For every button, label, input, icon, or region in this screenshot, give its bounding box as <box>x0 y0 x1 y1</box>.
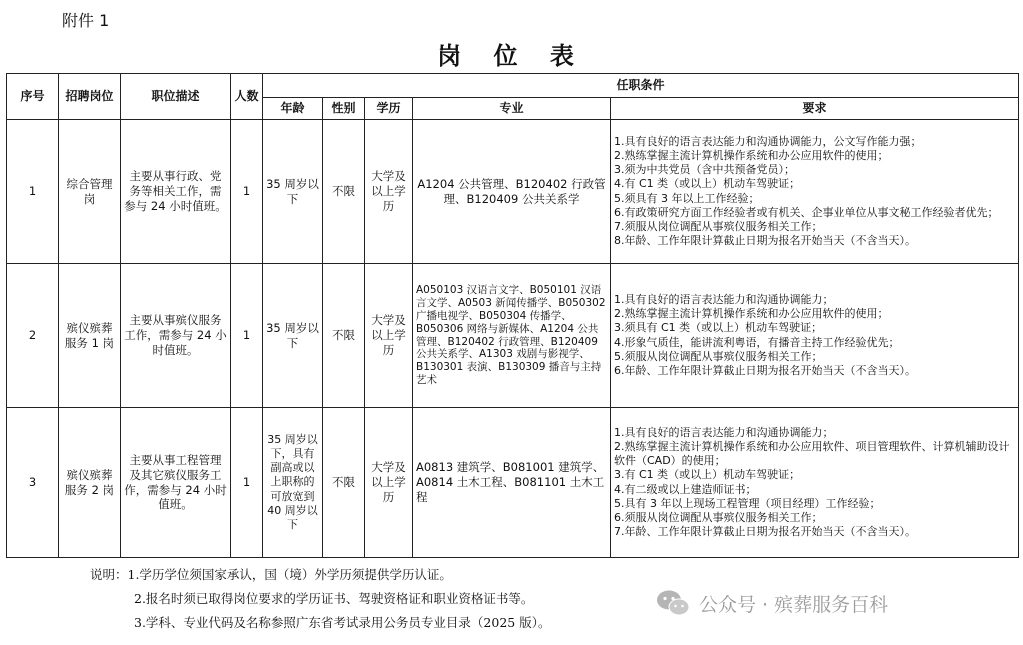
row-position: 殡仪殡葬服务 2 岗 <box>59 408 121 558</box>
requirement-item: 8.年龄、工作年限计算截止日期为报名开始当天（不含当天）。 <box>614 233 916 247</box>
note-item: 3.学科、专业代码及名称参照广东省考试录用公务员专业目录（2025 版）。 <box>134 615 551 630</box>
row-description: 主要从事殡仪服务工作，需参与 24 小时值班。 <box>121 264 231 408</box>
row-description: 主要从事工程管理及其它殡仪服务工作，需参与 24 小时值班。 <box>121 408 231 558</box>
requirement-item: 3.须具有 C1 类（或以上）机动车驾驶证； <box>614 321 823 335</box>
requirement-item: 4.有二级或以上建造师证书； <box>614 482 757 496</box>
requirement-item: 3.有 C1 类（或以上）机动车驾驶证； <box>614 468 801 482</box>
requirement-item: 1.具有良好的语言表达能力和沟通协调能力； <box>614 293 834 307</box>
header-requirements: 要求 <box>611 98 1019 120</box>
requirement-item: 6.年龄、工作年限计算截止日期为报名开始当天（不含当天）。 <box>614 363 916 377</box>
requirement-item: 5.须具有 3 年以上工作经验； <box>614 191 760 205</box>
requirement-item: 1.具有良好的语言表达能力和沟通协调能力； <box>614 426 834 440</box>
requirement-item: 3.须为中共党员（含中共预备党员）； <box>614 163 795 177</box>
row-seq: 1 <box>7 120 59 264</box>
note-item: 2.报名时须已取得岗位要求的学历证书、驾驶资格证和职业资格证书等。 <box>134 591 534 606</box>
row-education: 大学及以上学历 <box>365 120 413 264</box>
row-position: 综合管理岗 <box>59 120 121 264</box>
header-seq: 序号 <box>7 74 59 120</box>
requirement-item: 5.须服从岗位调配从事殡仪服务相关工作； <box>614 349 823 363</box>
requirement-item: 2.熟练掌握主流计算机操作系统和办公应用软件、项目管理软件、计算机辅助设计软件（CAD）的使用； <box>614 440 1010 468</box>
row-description: 主要从事行政、党务等相关工作，需参与 24 小时值班。 <box>121 120 231 264</box>
header-conditions: 任职条件 <box>263 74 1019 98</box>
row-requirements <box>611 120 1019 264</box>
requirement-item: 5.具有 3 年以上现场工程管理（项目经理）工作经验； <box>614 496 881 510</box>
table-row <box>7 264 1019 408</box>
note-item: 说明：1.学历学位须国家承认，国（境）外学历须提供学历认证。 <box>90 567 452 582</box>
header-description: 职位描述 <box>121 74 231 120</box>
header-major: 专业 <box>413 98 611 120</box>
row-count: 1 <box>231 264 263 408</box>
row-gender: 不限 <box>323 264 365 408</box>
annex-label: 附件 1 <box>62 11 110 30</box>
requirement-item: 6.有政策研究方面工作经验者或有机关、企事业单位从事文秘工作经验者优先； <box>614 205 999 219</box>
requirement-item: 7.须服从岗位调配从事殡仪服务相关工作； <box>614 219 823 233</box>
page-title: 岗 位 表 <box>437 41 586 70</box>
requirement-item: 2.熟练掌握主流计算机操作系统和办公应用软件的使用； <box>614 307 889 321</box>
row-gender: 不限 <box>323 120 365 264</box>
row-gender: 不限 <box>323 408 365 558</box>
row-education: 大学及以上学历 <box>365 408 413 558</box>
header-position: 招聘岗位 <box>59 74 121 120</box>
notes <box>90 563 550 635</box>
header-gender: 性别 <box>323 98 365 120</box>
row-position: 殡仪殡葬服务 1 岗 <box>59 264 121 408</box>
requirement-item: 6.须服从岗位调配从事殡仪服务相关工作； <box>614 510 823 524</box>
requirement-item: 4.有 C1 类（或以上）机动车驾驶证； <box>614 177 801 191</box>
row-count: 1 <box>231 408 263 558</box>
table-row <box>7 408 1019 558</box>
row-requirements <box>611 408 1019 558</box>
watermark <box>655 585 888 621</box>
row-seq: 3 <box>7 408 59 558</box>
row-education: 大学及以上学历 <box>365 264 413 408</box>
header-age: 年龄 <box>263 98 323 120</box>
requirement-item: 2.熟练掌握主流计算机操作系统和办公应用软件的使用； <box>614 149 889 163</box>
row-count: 1 <box>231 120 263 264</box>
position-table <box>6 73 1019 558</box>
wechat-icon <box>655 588 691 618</box>
row-major: A050103 汉语言文字、B050101 汉语言文学、A0503 新闻传播学、B050302 广播电视学、B050304 传播学、B050306 网络与新媒体、A1204 公共管理、B120402 行政管理、B120409 公共关系学、A1303 戏剧与影视学、B130301 表演、B130309 播音与主持艺术 <box>413 264 611 408</box>
requirement-item: 1.具有良好的语言表达能力和沟通协调能力，公文写作能力强； <box>614 135 922 149</box>
row-major: A0813 建筑学、B081001 建筑学、A0814 土木工程、B081101 土木工程 <box>413 408 611 558</box>
watermark-text: 公众号 · 殡葬服务百科 <box>699 593 889 616</box>
requirement-item: 4.形象气质佳，能讲流利粤语，有播音主持工作经验优先； <box>614 335 900 349</box>
header-education: 学历 <box>365 98 413 120</box>
table-row <box>7 120 1019 264</box>
row-age: 35 周岁以下 <box>263 264 323 408</box>
header-count: 人数 <box>231 74 263 120</box>
row-requirements <box>611 264 1019 408</box>
row-major: A1204 公共管理、B120402 行政管理、B120409 公共关系学 <box>413 120 611 264</box>
row-age: 35 周岁以下，具有副高或以上职称的可放宽到 40 周岁以下 <box>263 408 323 558</box>
row-age: 35 周岁以下 <box>263 120 323 264</box>
row-seq: 2 <box>7 264 59 408</box>
requirement-item: 7.年龄、工作年限计算截止日期为报名开始当天（不含当天）。 <box>614 524 916 538</box>
